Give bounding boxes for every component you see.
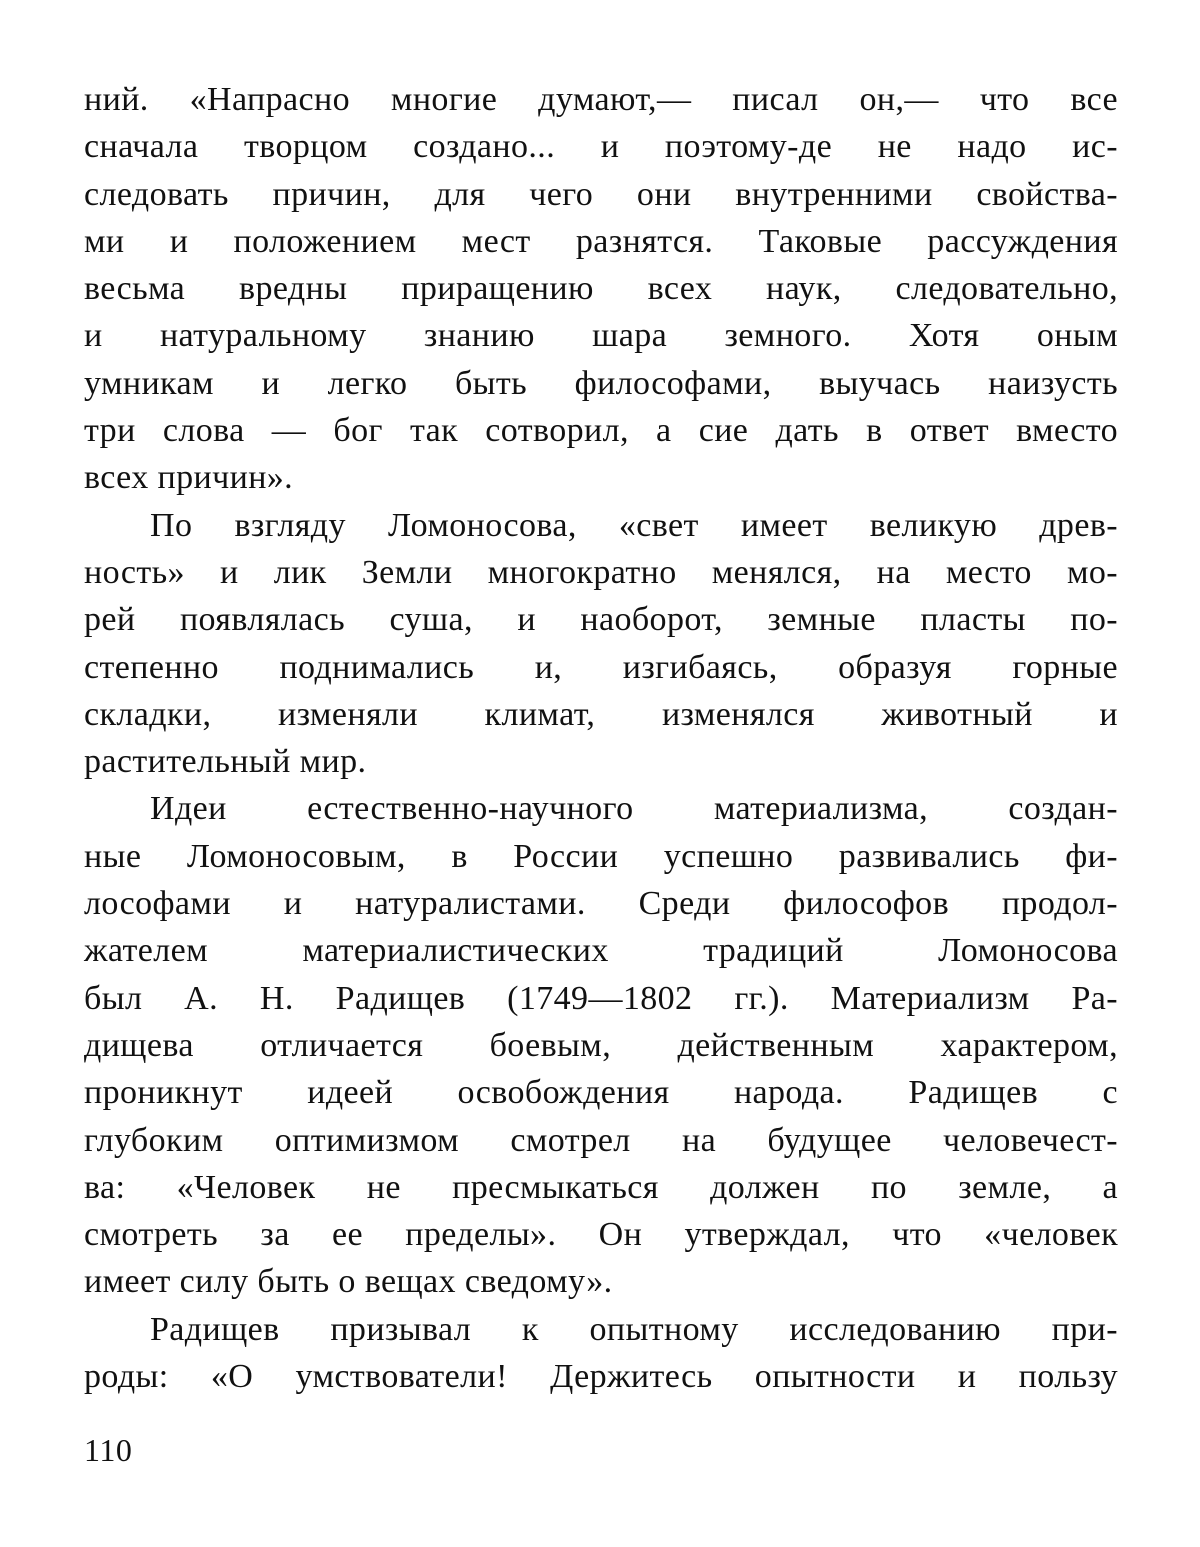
text-line: лософами и натуралистами. Среди философов продол- xyxy=(84,885,1118,923)
text-line: и натуральному знанию шара земного. Хотя оным xyxy=(84,317,1118,355)
paragraph-4 xyxy=(84,1306,1118,1401)
text-line: умникам и легко быть философами, выучась наизусть xyxy=(84,364,1118,402)
text-line: смотреть за ее пределы». Он утверждал, что «человек xyxy=(84,1216,1118,1254)
text-line: три слова — бог так сотворил, а сие дать в ответ вместо xyxy=(84,412,1118,450)
text-line: ва: «Человек не пресмыкаться должен по земле, а xyxy=(84,1168,1118,1206)
text-line: имеет силу быть о вещах сведому». xyxy=(84,1263,613,1301)
text-line: ные Ломоносовым, в России успешно развивались фи- xyxy=(84,837,1118,875)
text-line: глубоким оптимизмом смотрел на будущее человечест- xyxy=(84,1121,1118,1159)
text-line: всех причин». xyxy=(84,459,294,497)
text-line: следовать причин, для чего они внутренними свойства- xyxy=(84,175,1118,213)
text-line: рей появлялась суша, и наоборот, земные пласты по- xyxy=(84,601,1118,639)
text-line: По взгляду Ломоносова, «свет имеет великую древ- xyxy=(150,506,1118,544)
text-line: роды: «О умствователи! Держитесь опытности и пользу xyxy=(84,1358,1118,1396)
text-line: был А. Н. Радищев (1749—1802 гг.). Материализм Ра- xyxy=(84,979,1118,1017)
text-line: Идеи естественно-научного материализма, создан- xyxy=(150,790,1118,828)
text-line: весьма вредны приращению всех наук, следовательно, xyxy=(84,270,1118,308)
text-line: проникнут идеей освобождения народа. Радищев с xyxy=(84,1074,1118,1112)
text-line: складки, изменяли климат, изменялся животный и xyxy=(84,695,1118,733)
text-line: жателем материалистических традиций Ломоносова xyxy=(84,932,1118,970)
text-line: ний. «Напрасно многие думают,— писал он,— что все xyxy=(84,81,1118,118)
text-line: Радищев призывал к опытному исследованию при- xyxy=(150,1310,1118,1348)
paragraph-2 xyxy=(84,502,1118,786)
paragraph-1 xyxy=(84,76,1118,502)
text-line: степенно поднимались и, изгибаясь, образуя горные xyxy=(84,648,1118,686)
text-line: растительный мир. xyxy=(84,743,367,781)
page-number: 110 xyxy=(84,1432,133,1468)
text-line: сначала творцом создано... и поэтому-де не надо ис- xyxy=(84,128,1118,166)
paragraph-3 xyxy=(84,785,1118,1305)
text-line: дищева отличается боевым, действенным характером, xyxy=(84,1026,1118,1064)
text-line: ность» и лик Земли многократно менялся, на место мо- xyxy=(84,553,1118,591)
page-body xyxy=(84,76,1118,1400)
text-line: ми и положением мест разнятся. Таковые рассуждения xyxy=(84,222,1118,260)
